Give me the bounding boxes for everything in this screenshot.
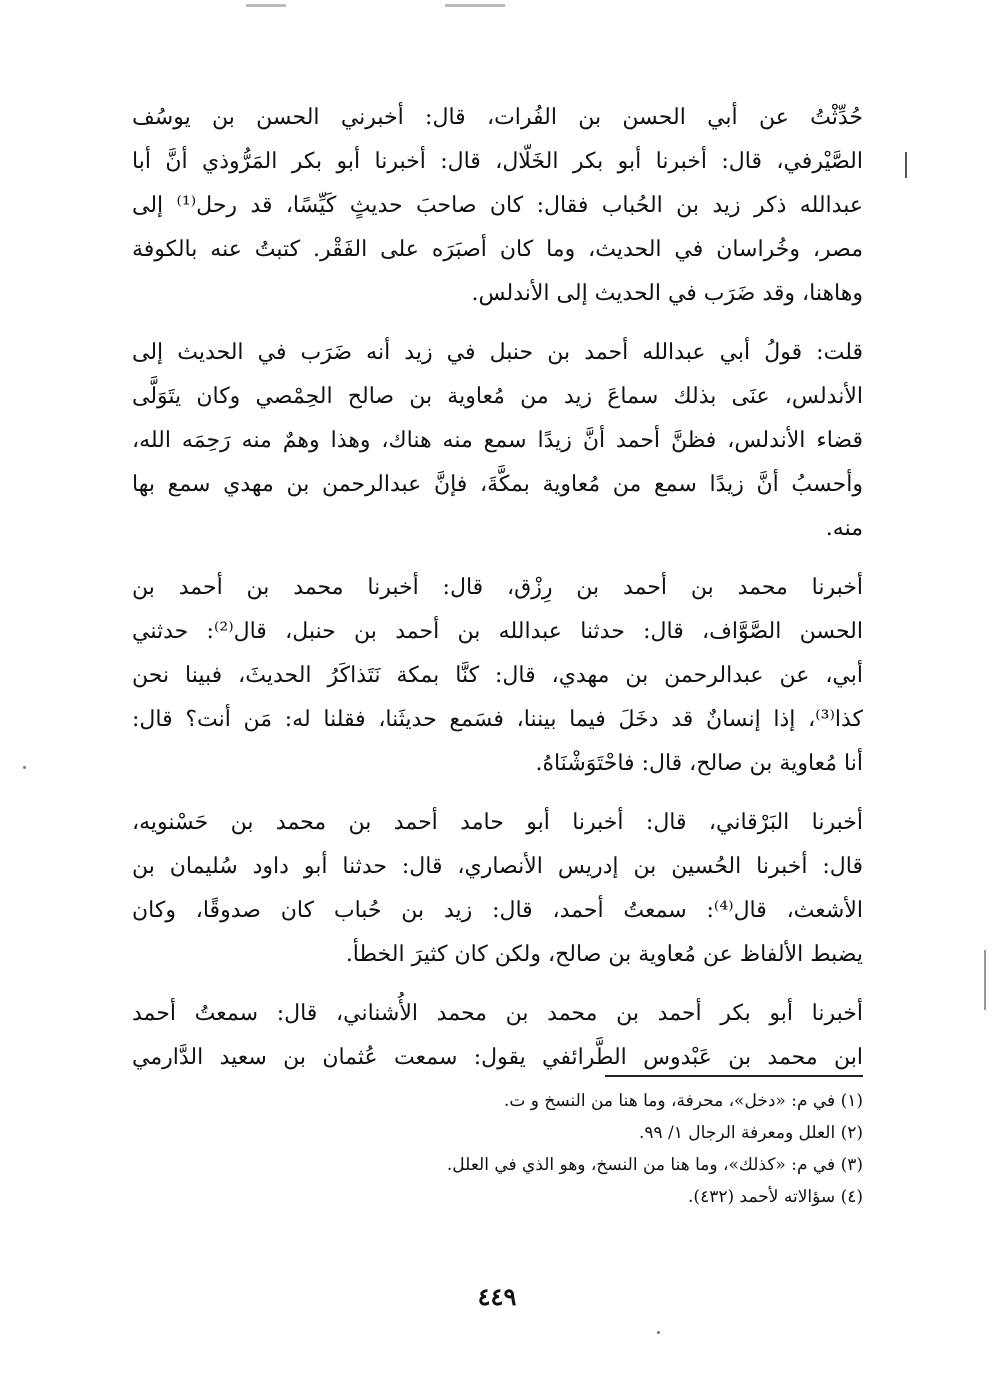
footnote: (٣) في م: «كذلك»، وما هنا من النسخ، وهو الذي في العلل.	[446, 1155, 863, 1175]
text-line: أخبرنا أبو بكر أحمد بن محمد بن محمد الأُشناني، قال: سمعتُ أحمد	[132, 1001, 863, 1026]
paragraph-3	[132, 566, 863, 786]
scan-speck	[23, 766, 26, 769]
margin-mark	[905, 152, 907, 178]
scan-mark	[445, 4, 505, 7]
footnotes	[280, 1085, 863, 1213]
scan-speck	[657, 1331, 660, 1334]
text-line: عبدالله ذكر زيد بن الحُباب فقال: كان صاحبَ حديثٍ كَيِّسًا، قد رحل⁽¹⁾ إلى	[132, 193, 863, 218]
text-line: منه.	[825, 516, 863, 541]
text-line: وهاهنا، وقد ضَرَب في الحديث إلى الأندلس.	[471, 281, 863, 306]
footnote: (٤) سؤالاته لأحمد (٤٣٢).	[688, 1187, 863, 1207]
text-line: حُدِّثْتُ عن أبي الحسن بن الفُرات، قال: أخبرني الحسن بن يوسُف	[132, 105, 863, 130]
text-line: الأشعث، قال⁽⁴⁾: سمعتُ أحمد، قال: زيد بن حُباب كان صدوقًا، وكان	[132, 898, 863, 923]
text-line: أخبرنا محمد بن أحمد بن رِزْق، قال: أخبرنا محمد بن أحمد بن	[132, 575, 863, 600]
text-line: أنا مُعاوية بن صالح، قال: فاحْتَوَشْنَاهُ.	[535, 751, 863, 776]
margin-mark	[984, 950, 986, 1010]
text-line: أبي، عن عبدالرحمن بن مهدي، قال: كنَّا بمكة نَتَذاكَرُ الحديثَ، فبينا نحن	[132, 663, 863, 688]
text-line: الصَّيْرفي، قال: أخبرنا أبو بكر الخَلّال، قال: أخبرنا أبو بكر المَرُّوذي أنَّ أبا	[132, 149, 863, 174]
text-line: قضاء الأندلس، فظنَّ أحمد أنَّ زيدًا سمع منه هناك، وهذا وهمٌ منه رَحِمَه الله،	[132, 428, 863, 453]
text-line: كذا⁽³⁾، إذا إنسانٌ قد دخَلَ فيما بيننا، فسَمع حديثَنا، فقلنا له: مَن أنت؟ قال:	[132, 707, 863, 732]
text-line: ابن محمد بن عَبْدوس الطَّرائفي يقول: سمعت عُثمان بن سعيد الدَّارمي	[132, 1045, 863, 1070]
footnote-separator	[605, 1075, 863, 1077]
page-number: ٤٤٩	[477, 1282, 517, 1311]
text-line: قلت: قولُ أبي عبدالله أحمد بن حنبل في زيد أنه ضَرَب في الحديث إلى	[132, 340, 863, 365]
paragraph-5	[132, 992, 863, 1080]
text-line: الحسن الصَّوَّاف، قال: حدثنا عبدالله بن أحمد بن حنبل، قال⁽²⁾: حدثني	[132, 619, 863, 644]
text-line: مصر، وخُراسان في الحديث، وما كان أصبَرَه على الفَقْر. كتبتُ عنه بالكوفة	[132, 237, 863, 262]
footnote: (٢) العلل ومعرفة الرجال ١/ ٩٩.	[638, 1123, 863, 1143]
text-line: يضبط الألفاظ عن مُعاوية بن صالح، ولكن كان كثيرَ الخطأ.	[345, 942, 863, 967]
text-line: قال: أخبرنا الحُسين بن إدريس الأنصاري، قال: حدثنا أبو داود سُليمان بن	[132, 854, 863, 879]
paragraph-1	[132, 96, 863, 316]
footnote: (١) في م: «دخل»، محرفة، وما هنا من النسخ و ت.	[503, 1091, 863, 1111]
text-line: وأحسبُ أنَّ زيدًا سمع من مُعاوية بمكَّةَ، فإنَّ عبدالرحمن بن مهدي سمع بها	[132, 472, 863, 497]
paragraph-2	[132, 331, 863, 551]
scan-mark	[246, 4, 286, 7]
paragraph-4	[132, 801, 863, 977]
main-text	[132, 96, 863, 1095]
text-line: الأندلس، عنَى بذلك سماعَ زيد من مُعاوية بن صالح الحِمْصي وكان يتَوَلَّى	[132, 384, 863, 409]
text-line: أخبرنا البَرْقاني، قال: أخبرنا أبو حامد أحمد بن محمد بن حَسْنويه،	[132, 810, 863, 835]
